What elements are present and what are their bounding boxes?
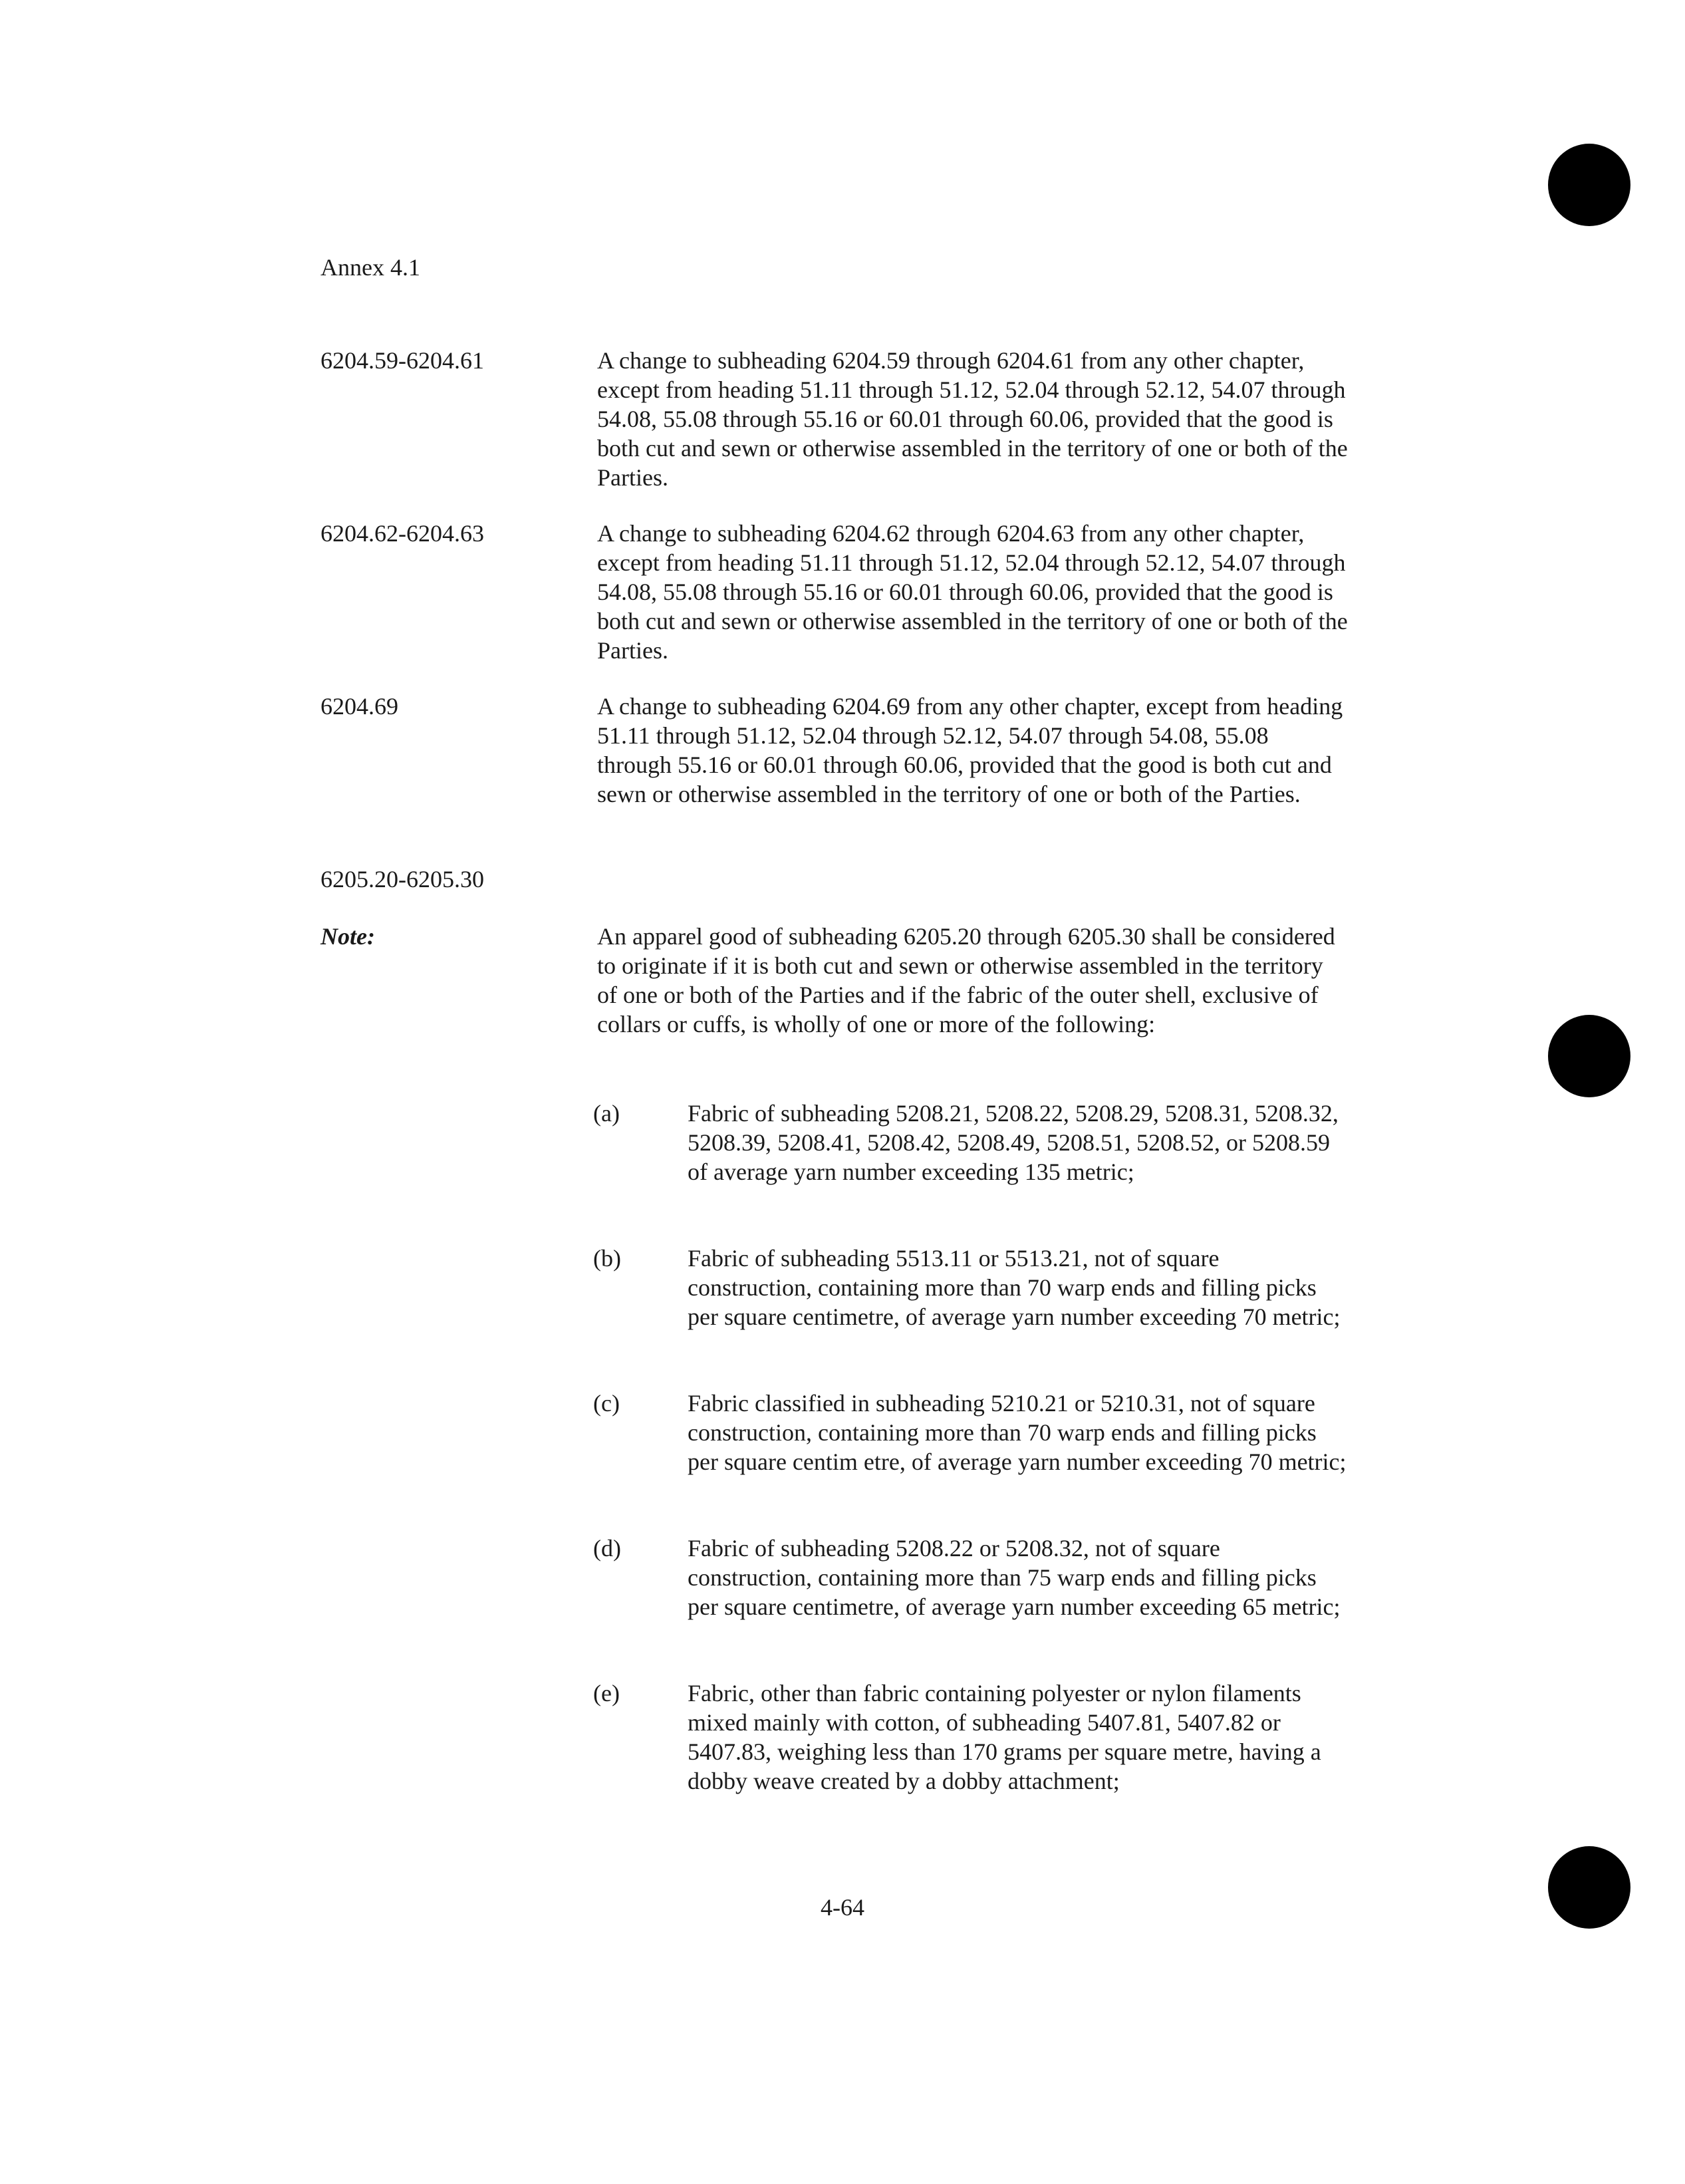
rule-text: A change to subheading 6204.69 from any other chapter, except from heading 51.11 through 51.12, 52.04 through 52.12, 54.07 through 54.08, 55.08 through 55.16 or 60.01 through 60.06, provided that the good is both cut and sewn or otherwise assembled in the territory of one or both of the Parties. — [597, 693, 1343, 807]
note-label: Note: — [321, 923, 375, 950]
note-item-text: Fabric, other than fabric containing polyester or nylon filaments mixed mainly with cotton, of subheading 5407.81, 5407.82 or 5407.83, weighing less than 170 grams per square metre, having a dobby weave created by a dobby attachment; — [688, 1680, 1321, 1794]
tariff-code: 6204.62-6204.63 — [321, 520, 484, 547]
annex-label: Annex 4.1 — [321, 254, 420, 281]
tariff-code: 6204.69 — [321, 693, 398, 720]
note-item-text: Fabric of subheading 5208.22 or 5208.32, not of square construction, containing more than 75 warp ends and filling picks per square centimetre, of average yarn number exceeding 65 metric; — [688, 1535, 1341, 1620]
binder-hole-bottom — [1548, 1846, 1630, 1929]
binder-hole-middle — [1548, 1015, 1630, 1097]
note-item-text: Fabric of subheading 5208.21, 5208.22, 5208.29, 5208.31, 5208.32, 5208.39, 5208.41, 5208.42, 5208.49, 5208.51, 5208.52, or 5208.59 of average yarn number exceeding 135 metric; — [688, 1100, 1339, 1185]
note-item-label: (e) — [593, 1680, 620, 1706]
tariff-code: 6205.20-6205.30 — [321, 866, 484, 892]
note-item-label: (b) — [593, 1245, 621, 1272]
note-item-text: Fabric classified in subheading 5210.21 or 5210.31, not of square construction, containing more than 70 warp ends and filling picks per square centim etre, of average yarn number exceeding 70 metric; — [688, 1390, 1347, 1475]
note-item-label: (d) — [593, 1535, 621, 1562]
note-item-label: (a) — [593, 1100, 620, 1127]
page-number: 4-64 — [821, 1894, 864, 1921]
note-text: An apparel good of subheading 6205.20 through 6205.30 shall be considered to originate if it is both cut and sewn or otherwise assembled in the territory of one or both of the Parties and if the fabric of the outer shell, exclusive of collars or cuffs, is wholly of one or more of the following: — [597, 923, 1335, 1037]
note-item-label: (c) — [593, 1390, 620, 1417]
note-item-text: Fabric of subheading 5513.11 or 5513.21, not of square construction, containing more than 70 warp ends and filling picks per square centimetre, of average yarn number exceeding 70 metric; — [688, 1245, 1341, 1330]
rule-text: A change to subheading 6204.62 through 6204.63 from any other chapter, except from heading 51.11 through 51.12, 52.04 through 52.12, 54.07 through 54.08, 55.08 through 55.16 or 60.01 through 60.06, provided that the good is both cut and sewn or otherwise assembled in the territory of one or both of the Parties. — [597, 520, 1348, 664]
rule-text: A change to subheading 6204.59 through 6204.61 from any other chapter, except from heading 51.11 through 51.12, 52.04 through 52.12, 54.07 through 54.08, 55.08 through 55.16 or 60.01 through 60.06, provided that the good is both cut and sewn or otherwise assembled in the territory of one or both of the Parties. — [597, 347, 1348, 491]
binder-hole-top — [1548, 144, 1630, 226]
tariff-code: 6204.59-6204.61 — [321, 347, 484, 374]
